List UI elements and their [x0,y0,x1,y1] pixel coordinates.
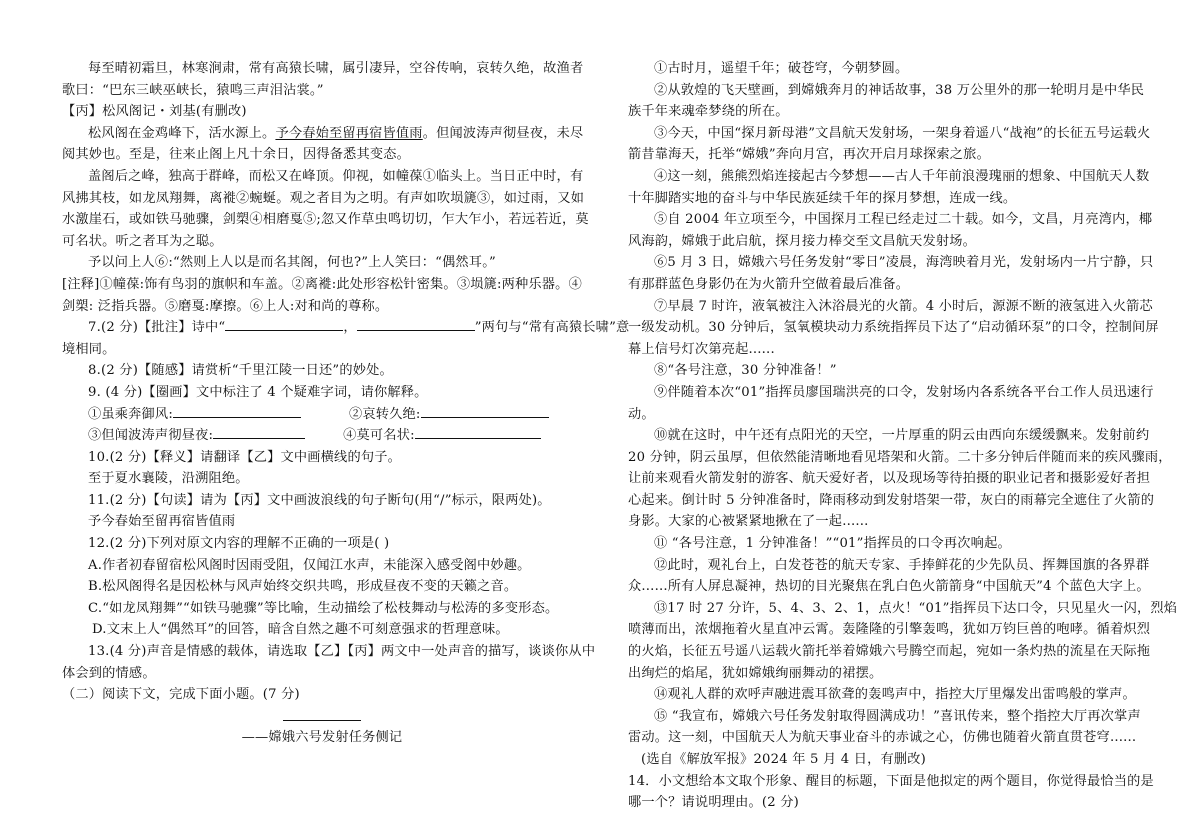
paragraph-line: 水激崖石，或如铁马驰骤，剑槊④相磨戛⑤;忽又作草虫鸣切切，乍大乍小，若远若近，莫 [62,212,589,228]
article-line: 出绚烂的焰尾，犹如嫦娥绚丽舞动的裙摆。 [628,665,883,681]
article-line: 族千年来魂牵梦绕的所在。 [628,104,789,120]
paragraph-line: 松风阁在金鸡峰下，活水源上。予今春始至留再宿皆值雨。但闻波涛声彻昼夜，未尽 [88,125,584,141]
article-line: 雷动。这一刻，中国航天人为航天事业奋斗的赤诚之心，仿佛也随着火箭直贯苍穹...... [628,730,1137,746]
article-line: 有那群蓝色身影仍在为火箭升空做着最后准备。 [628,276,910,292]
answer-blank[interactable] [213,426,305,439]
question-12: 12.(2 分)下列对原文内容的理解不正确的一项是( ) [88,536,390,552]
question-11-sentence: 予今春始至留再宿皆值雨 [88,514,236,530]
article-line: 幕上信号灯次第亮起...... [628,341,775,357]
question-13: 13.(4 分)声音是情感的载体，请选取【乙】【丙】两文中一处声音的描写，谈谈你从中 [88,644,596,660]
article-paragraph: ①古时月，遥望千年；破苍穹，今朝梦圆。 [654,61,909,76]
answer-blank[interactable] [357,318,475,331]
article-paragraph: ⑫此时，观礼台上，白发苍苍的航天专家、手捧鲜花的少先队员、挥舞国旗的各界群 [654,557,1150,573]
article-line: 20 分钟，阴云虽厚，但依然能清晰地看见塔架和火箭。二十多分钟后伴随而来的疾风骤雨， [628,449,1172,465]
article-line: 喷薄而出，浓烟拖着火星直冲云霄。轰隆隆的引擎轰鸣，犹如万钧巨兽的咆哮。循着炽烈 [628,622,1151,638]
article-line: 的火焰，长征五号遥八运载火箭托举着嫦娥六号腾空而起，宛如一条灼热的流星在天际拖 [628,644,1151,660]
title-blank-line [62,706,562,728]
note-line: 剑槊: 泛指兵器。⑤磨戛:摩擦。⑥上人:对和尚的尊称。 [62,298,389,314]
paragraph-line: 可名状。听之者耳为之聪。 [62,233,223,249]
article-paragraph: ⑪ “各号注意，1 分钟准备！”“01”指挥员的口令再次响起。 [654,536,1011,552]
article-line: 心起来。倒计时 5 分钟准备时，降雨移动到发射塔架一带，灰白的雨幕完全遮住了火箭的 [628,492,1155,508]
article-paragraph: ⑬17 时 27 分许，5、4、3、2、1，点火！“01”指挥员下达口令，只见星火一闪，烈焰 [654,600,1178,616]
article-paragraph: ②从敦煌的飞天壁画，到嫦娥奔月的神话故事，38 万公里外的那一轮明月是中华民 [654,82,1145,98]
question-14-line: 哪一个？请说明理由。(2 分) [628,795,799,811]
note-line: [注释]①幢葆:饰有鸟羽的旗帜和车盖。②离褷:此处形容松针密集。③埙篪:两种乐器。④ [62,276,582,292]
article-line: 身影。大家的心被紧紧地揪在了一起...... [628,514,869,530]
intro-line: 歌曰：“巴东三峡巫峡长，猿鸣三声泪沾裳。” [62,82,324,98]
article-line: 动。 [628,406,655,422]
article-line: 众......所有人屏息凝神，热切的目光聚焦在乳白色火箭箭身“中国航天”4 个蓝色大字上。 [628,579,1150,595]
marked-sentence: 予今春始至留再宿皆值雨 [275,125,423,141]
article-line: 一级发动机。30 分钟后，氢氧模块动力系统指挥员下达了“启动循环泵”的口令，控制间屏 [628,320,1159,336]
article-paragraph: ⑮ “我宣布，嫦娥六号任务发射取得圆满成功！”喜讯传来，整个指控大厅再次掌声 [654,708,1141,724]
article-line: 让前来观看火箭发射的游客、航天爱好者，以及现场等待拍摄的职业记者和摄影爱好者担 [628,471,1151,487]
question-9: 9. (4 分)【圈画】文中标注了 4 个疑难字词，请你解释。 [88,384,428,400]
article-line: 箭昔靠海天，托举“嫦娥”奔向月宫，再次开启月球探索之旅。 [628,147,990,163]
article-line: 风海韵，嫦娥于此启航，探月接力棒交至文昌航天发射场。 [628,233,977,249]
article-title-blank[interactable] [283,706,361,721]
article-line: 十年脚踏实地的奋斗与中华民族延续千年的探月梦想，连成一线。 [628,190,1017,206]
section-2-heading: （二）阅读下文，完成下面小题。(7 分) [62,687,300,703]
paragraph-line: 阅其妙也。至是，往来止阁上凡十余日，因得备悉其变态。 [62,147,411,163]
answer-blank[interactable] [173,405,301,418]
bing-title: 【丙】松风阁记・刘基(有删改) [62,104,247,120]
question-13-line: 体会到的情感。 [62,665,156,681]
question-8: 8.(2 分)【随感】请赏析“千里江陵一日还”的妙处。 [88,363,393,379]
question-14: 14．小文想给本文取个形象、醒目的标题，下面是他拟定的两个题目，你觉得最恰当的是 [628,773,1154,789]
article-paragraph: ⑤自 2004 年立项至今，中国探月工程已经走过二十载。如今，文昌，月亮湾内，椰 [654,212,1153,228]
question-7-line: 境相同。 [62,341,116,357]
paragraph-line: 盖阁后之峰，独高于群峰，而松又在峰顶。仰视，如幢葆①临头上。当日正中时，有 [88,168,584,184]
paragraph-line: 予以问上人⑥:“然则上人以是而名其阁，何也?”上人笑曰：“偶然耳。” [88,255,496,271]
article-paragraph: ⑧“各号注意，30 分钟准备！” [654,363,837,379]
question-7: 7.(2 分)【批注】诗中“ ， ”两句与“常有高猿长啸”意 [88,320,630,336]
answer-blank[interactable] [225,318,343,331]
article-paragraph: ⑭观礼人群的欢呼声融进震耳欲聋的轰鸣声中，指控大厅里爆发出雷鸣般的掌声。 [654,687,1136,703]
right-column [628,58,1178,814]
question-11: 11.(2 分)【句读】请为【丙】文中画波浪线的句子断句(用“/”标示，限两处)。 [88,492,551,508]
answer-blank[interactable] [415,426,541,439]
article-paragraph: ⑩就在这时，中午还有点阳光的天空，一片厚重的阴云由西向东缓缓飘来。发射前约 [654,428,1150,444]
question-9-items: ③但闻波涛声彻昼夜: ④莫可名状: [62,425,562,447]
paragraph-line: 风拂其枝，如龙凤翔舞，离褷②蜿蜒。观之者目为之明。有声如吹埙篪③，如过雨，又如 [62,190,585,206]
option-b: B.松风阁得名是因松林与风声始终交织共鸣，形成昼夜不变的天籁之音。 [88,579,518,595]
question-10: 10.(2 分)【释义】请翻译【乙】文中画横线的句子。 [88,449,401,465]
article-subtitle: ——嫦娥六号发射任务侧记 [241,730,403,746]
article-paragraph: ⑥5 月 3 日，嫦娥六号任务发射“零日”凌晨，海湾映着月光，发射场内一片宁静，只 [654,255,1154,271]
left-column [62,58,630,749]
answer-blank[interactable] [421,405,549,418]
article-paragraph: ③今天，中国“探月新母港”文昌航天发射场，一架身着遥八“战袍”的长征五号运载火 [654,125,1151,141]
option-c: C.“如龙凤翔舞”“如铁马驰骤”等比喻，生动描绘了松枝舞动与松涛的多变形态。 [88,600,559,616]
article-paragraph: ⑨伴随着本次“01”指挥员廖国瑞洪亮的口令，发射场内各系统各平台工作人员迅速行 [654,384,1154,400]
option-d: D.文末上人“偶然耳”的回答，暗含自然之趣不可刻意强求的哲理意味。 [92,622,509,638]
article-paragraph: ⑦早晨 7 时许，液氧被注入沐浴晨光的火箭。4 小时后，源源不断的液氢进入火箭芯 [654,298,1153,314]
intro-line: 每至晴初霜旦，林寒涧肃，常有高猿长啸，属引凄异，空谷传响，哀转久绝，故渔者 [88,61,584,76]
question-9-items: ①虽乘奔御风: ②哀转久绝: [62,404,562,426]
question-10-sentence: 至于夏水襄陵，沿溯阻绝。 [88,471,249,487]
source-citation: (选自《解放军报》2024 年 5 月 4 日，有删改) [641,752,927,767]
option-a: A.作者初春留宿松风阁时因雨受阻，仅闻江水声，未能深入感受阁中妙趣。 [88,557,531,573]
article-paragraph: ④这一刻，熊熊烈焰连接起古今梦想——古人千年前浪漫瑰丽的想象、中国航天人数 [654,168,1150,184]
